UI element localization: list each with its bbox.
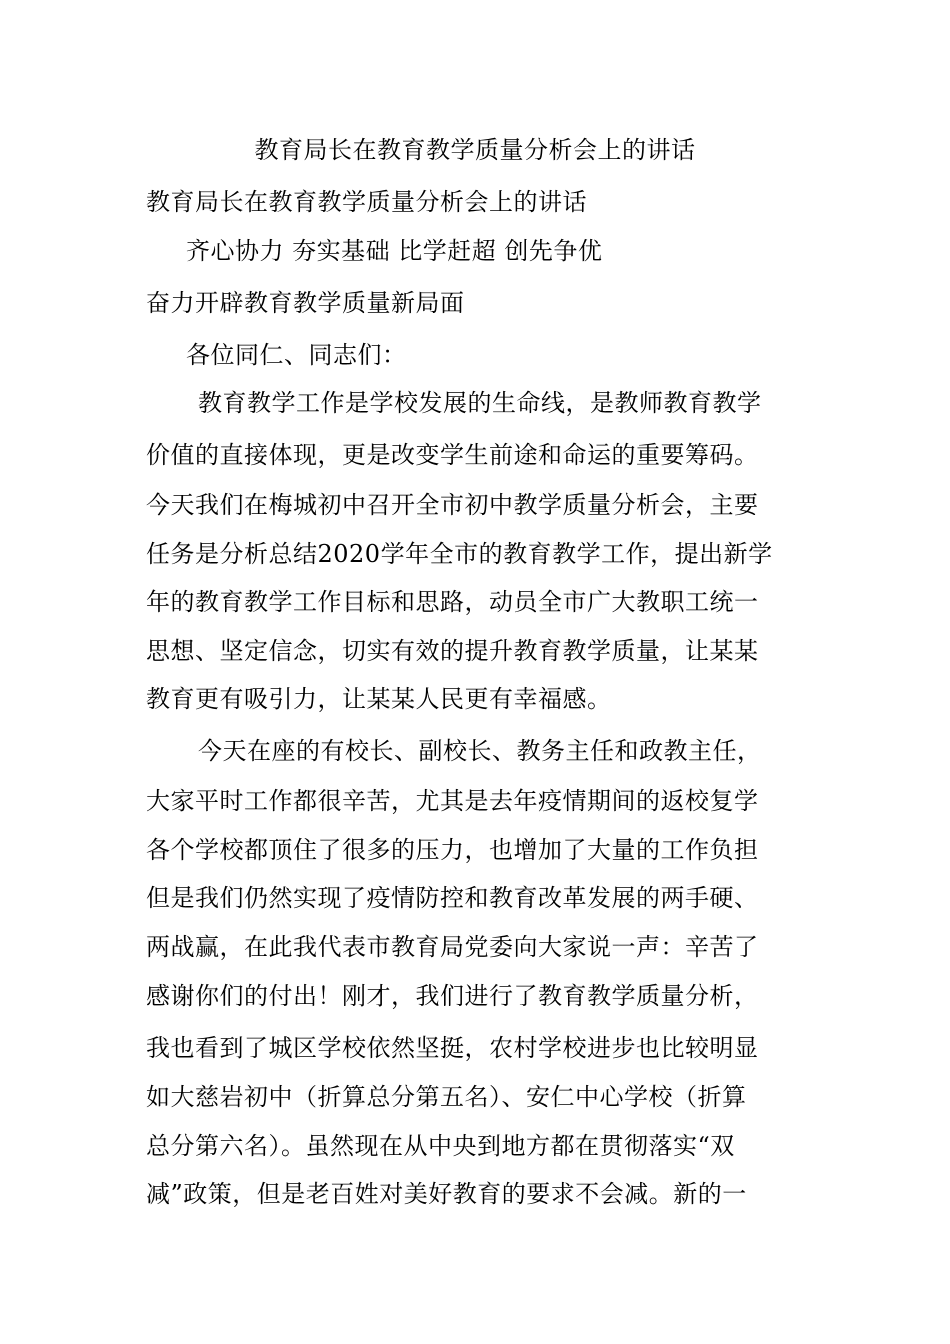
paragraph-line: 两战赢，在此我代表市教育局党委向大家说一声：辛苦了: [146, 933, 759, 961]
paragraph-line: 我也看到了城区学校依然坚挺，农村学校进步也比较明显: [146, 1034, 759, 1062]
motto-line-2: 奋力开辟教育教学质量新局面: [146, 289, 465, 317]
paragraph-line: 教育更有吸引力，让某某人民更有幸福感。: [146, 685, 612, 713]
paragraph-line: 各个学校都顶住了很多的压力，也增加了大量的工作负担: [146, 836, 759, 864]
paragraph-line: 教育教学工作是学校发展的生命线，是教师教育教学: [198, 389, 762, 417]
paragraph-line: 感谢你们的付出！刚才，我们进行了教育教学质量分析，: [146, 982, 759, 1010]
paragraph-line: 价值的直接体现，更是改变学生前途和命运的重要筹码。: [146, 441, 759, 469]
paragraph-line: 今天我们在梅城初中召开全市初中教学质量分析会，主要: [146, 491, 759, 519]
paragraph-line: 大家平时工作都很辛苦，尤其是去年疫情期间的返校复学: [146, 787, 759, 815]
document-subtitle: 教育局长在教育教学质量分析会上的讲话: [146, 188, 587, 216]
paragraph-line: 今天在座的有校长、副校长、教务主任和政教主任，: [198, 737, 762, 765]
document-title: 教育局长在教育教学质量分析会上的讲话: [254, 136, 696, 164]
greeting: 各位同仁、同志们：: [186, 341, 407, 369]
paragraph-line: 减”政策，但是老百姓对美好教育的要求不会减。新的一: [146, 1180, 747, 1208]
paragraph-line: 任务是分析总结2020学年全市的教育教学工作，提出新学: [146, 540, 773, 568]
paragraph-line: 总分第六名）。虽然现在从中央到地方都在贯彻落实“双: [146, 1132, 735, 1160]
motto-line: 齐心协力 夯实基础 比学赶超 创先争优: [186, 237, 603, 265]
paragraph-line: 年的教育教学工作目标和思路，动员全市广大教职工统一: [146, 588, 759, 616]
paragraph-line: 但是我们仍然实现了疫情防控和教育改革发展的两手硬、: [146, 884, 759, 912]
paragraph-line: 思想、坚定信念，切实有效的提升教育教学质量，让某某: [146, 637, 759, 665]
paragraph-line: 如大慈岩初中（折算总分第五名）、安仁中心学校（折算: [146, 1083, 747, 1111]
